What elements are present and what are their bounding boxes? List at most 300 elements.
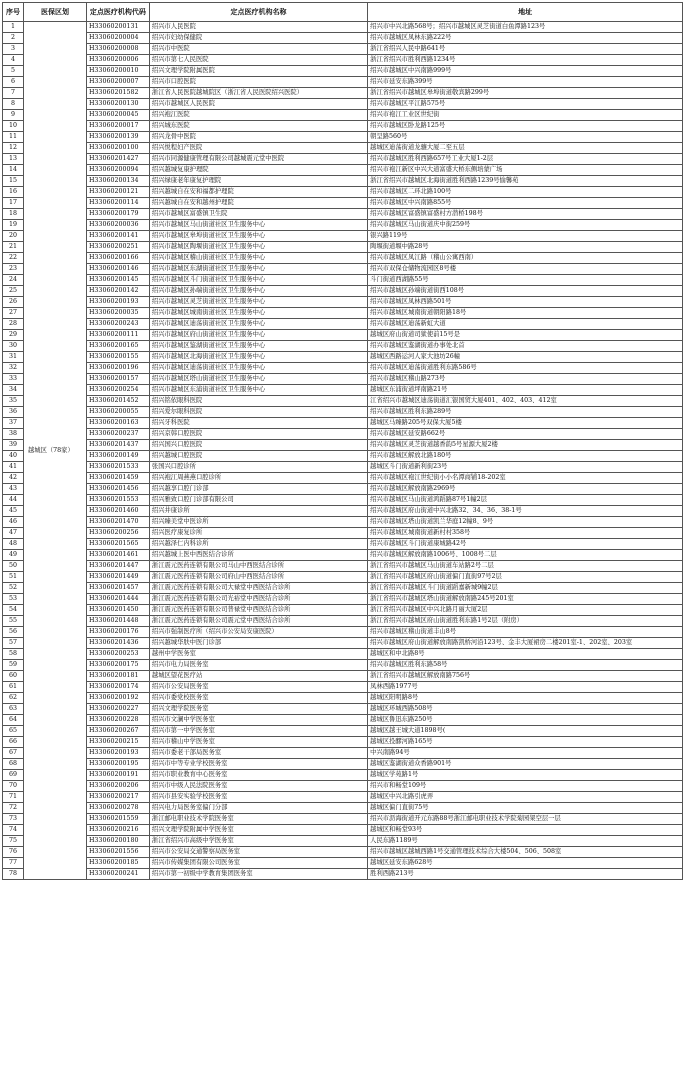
name-cell: 绍兴爱尔眼科医院 xyxy=(149,407,367,418)
header-serial: 序号 xyxy=(3,3,24,22)
address-cell: 浙江省绍兴市胜利西路1234号 xyxy=(368,55,683,66)
name-cell: 绍兴市越城区皋埠街道社区卫生服务中心 xyxy=(149,231,367,242)
serial-number-cell: 38 xyxy=(3,429,24,440)
name-cell: 浙江震元医药连锁有限公司马山中西医结合诊所 xyxy=(149,561,367,572)
table-row xyxy=(3,440,683,451)
header-row xyxy=(3,3,683,22)
table-row xyxy=(3,275,683,286)
table-row xyxy=(3,187,683,198)
table-row xyxy=(3,704,683,715)
serial-number-cell: 24 xyxy=(3,275,24,286)
code-cell: H33060201459 xyxy=(86,473,149,484)
name-cell: 绍兴越城自在安和福都护理院 xyxy=(149,187,367,198)
table-row xyxy=(3,781,683,792)
address-cell: 绍兴市越城区迪荡新虹大道 xyxy=(368,319,683,330)
code-cell: H33060201448 xyxy=(86,616,149,627)
serial-number-cell: 61 xyxy=(3,682,24,693)
code-cell: H33060201565 xyxy=(86,539,149,550)
table-row xyxy=(3,858,683,869)
name-cell: 绍兴文理学院附属医院 xyxy=(149,66,367,77)
address-cell: 浙江省绍兴市越城区解放南路756号 xyxy=(368,671,683,682)
table-row xyxy=(3,55,683,66)
name-cell: 绍兴市越城区稽山街道社区卫生服务中心 xyxy=(149,253,367,264)
serial-number-cell: 64 xyxy=(3,715,24,726)
table-row xyxy=(3,792,683,803)
name-cell: 绍兴市越城区府山街道社区卫生服务中心 xyxy=(149,330,367,341)
table-row xyxy=(3,99,683,110)
name-cell: 绍兴市越城区塔山街道社区卫生服务中心 xyxy=(149,374,367,385)
name-cell: 绍兴京韩口腔医院 xyxy=(149,429,367,440)
table-row xyxy=(3,605,683,616)
name-cell: 张国兴口腔诊所 xyxy=(149,462,367,473)
name-cell: 绍兴越城自在安和越州护理院 xyxy=(149,198,367,209)
serial-number-cell: 30 xyxy=(3,341,24,352)
table-row xyxy=(3,286,683,297)
code-cell: H33060201582 xyxy=(86,88,149,99)
table-row xyxy=(3,693,683,704)
address-cell: 浙江省绍兴市越城区斗门街道蹈嘉新城9幢2层 xyxy=(368,583,683,594)
address-cell: 越城区和中北路8号 xyxy=(368,649,683,660)
table-row xyxy=(3,627,683,638)
address-cell: 绍兴市延安东路399号 xyxy=(368,77,683,88)
name-cell: 绍兴市越城区迪荡街道社区卫生服务中心 xyxy=(149,363,367,374)
address-cell: 浙江省绍兴人民中路641号 xyxy=(368,44,683,55)
address-cell: 浙江省绍兴市越城区府山街道胜利东路1号2层（附房） xyxy=(368,616,683,627)
serial-number-cell: 46 xyxy=(3,517,24,528)
code-cell: H33060200017 xyxy=(86,121,149,132)
serial-number-cell: 32 xyxy=(3,363,24,374)
serial-number-cell: 42 xyxy=(3,473,24,484)
name-cell: 绍兴悦程妇产医院 xyxy=(149,143,367,154)
code-cell: H33060200256 xyxy=(86,528,149,539)
address-cell: 人民东路1189号 xyxy=(368,836,683,847)
code-cell: H33060200193 xyxy=(86,297,149,308)
name-cell: 绍兴袍江医院 xyxy=(149,110,367,121)
address-cell: 绍兴市越城区稽山路273号 xyxy=(368,374,683,385)
name-cell: 绍兴市越城区灵芝街道社区卫生服务中心 xyxy=(149,297,367,308)
name-cell: 绍兴电力局医务室偏门分部 xyxy=(149,803,367,814)
table-row xyxy=(3,429,683,440)
serial-number-cell: 72 xyxy=(3,803,24,814)
name-cell: 浙江震元医药连锁有限公司光裕堂中西医结合诊所 xyxy=(149,594,367,605)
code-cell: H33060200196 xyxy=(86,363,149,374)
serial-number-cell: 57 xyxy=(3,638,24,649)
code-cell: H33060200228 xyxy=(86,715,149,726)
code-cell: H33060200131 xyxy=(86,22,149,33)
code-cell: H33060200176 xyxy=(86,627,149,638)
address-cell: 中兴南路94号 xyxy=(368,748,683,759)
table-row xyxy=(3,121,683,132)
serial-number-cell: 15 xyxy=(3,176,24,187)
address-cell: 绍兴市越城区灵芝街道越香韵5号星源大厦2楼 xyxy=(368,440,683,451)
name-cell: 绍兴市中级人民法院医务室 xyxy=(149,781,367,792)
address-cell: 绍兴市双保仓储物流园区8号楼 xyxy=(368,264,683,275)
table-row xyxy=(3,528,683,539)
name-cell: 绍兴市越城区人民医院 xyxy=(149,99,367,110)
table-header xyxy=(3,3,683,22)
serial-number-cell: 70 xyxy=(3,781,24,792)
address-cell: 绍兴市越城区二环北路100号 xyxy=(368,187,683,198)
code-cell: H33060200055 xyxy=(86,407,149,418)
table-row xyxy=(3,77,683,88)
address-cell: 绍兴市越城区中兴南路999号 xyxy=(368,66,683,77)
address-cell: 绍兴市越城区中兴南路855号 xyxy=(368,198,683,209)
serial-number-cell: 40 xyxy=(3,451,24,462)
serial-number-cell: 36 xyxy=(3,407,24,418)
table-row xyxy=(3,253,683,264)
table-row xyxy=(3,495,683,506)
serial-number-cell: 4 xyxy=(3,55,24,66)
serial-number-cell: 60 xyxy=(3,671,24,682)
table-row xyxy=(3,33,683,44)
address-cell: 绍兴市中兴北路568号；绍兴市越城区灵芝街道白鱼潭路123号 xyxy=(368,22,683,33)
code-cell: H33060201437 xyxy=(86,440,149,451)
name-cell: 绍兴臻美堂中医诊所 xyxy=(149,517,367,528)
name-cell: 绍兴文理学院附属中学医务室 xyxy=(149,825,367,836)
serial-number-cell: 17 xyxy=(3,198,24,209)
name-cell: 绍兴越城复康护理院 xyxy=(149,165,367,176)
serial-number-cell: 68 xyxy=(3,759,24,770)
address-cell: 越城区学苑路1号 xyxy=(368,770,683,781)
address-cell: 绍兴市越城区府山街道中兴北路32、34、36、38-1号 xyxy=(368,506,683,517)
name-cell: 绍兴市中等专业学校医务室 xyxy=(149,759,367,770)
name-cell: 绍兴市第七人民医院 xyxy=(149,55,367,66)
serial-number-cell: 28 xyxy=(3,319,24,330)
address-cell: 绍兴市越城区越城西路1号交通管理技术综合大楼504、506、508室 xyxy=(368,847,683,858)
code-cell: H33060201470 xyxy=(86,517,149,528)
name-cell: 绍兴市越城区马山街道社区卫生服务中心 xyxy=(149,220,367,231)
serial-number-cell: 25 xyxy=(3,286,24,297)
address-cell: 越城区阳明路8号 xyxy=(368,693,683,704)
table-row xyxy=(3,407,683,418)
serial-number-cell: 55 xyxy=(3,616,24,627)
address-cell: 越城区府山街道司狱使前15号是 xyxy=(368,330,683,341)
table-row xyxy=(3,737,683,748)
address-cell: 绍兴市越城区孙端街道街西108号 xyxy=(368,286,683,297)
code-cell: H33060200008 xyxy=(86,44,149,55)
name-cell: 绍兴市县安实验学校医务室 xyxy=(149,792,367,803)
serial-number-cell: 51 xyxy=(3,572,24,583)
address-cell: 绍兴市越城区延安路662号 xyxy=(368,429,683,440)
header-name: 定点医疗机构名称 xyxy=(149,3,367,22)
table-row xyxy=(3,715,683,726)
code-cell: H33060200139 xyxy=(86,132,149,143)
table-row xyxy=(3,836,683,847)
serial-number-cell: 41 xyxy=(3,462,24,473)
code-cell: H33060200185 xyxy=(86,858,149,869)
serial-number-cell: 27 xyxy=(3,308,24,319)
code-cell: H33060200157 xyxy=(86,374,149,385)
name-cell: 绍兴井康诊所 xyxy=(149,506,367,517)
serial-number-cell: 48 xyxy=(3,539,24,550)
address-cell: 绍兴市越城区迪荡街道胜利东路586号 xyxy=(368,363,683,374)
table-row xyxy=(3,44,683,55)
address-cell: 越城区偏门直街75号 xyxy=(368,803,683,814)
address-cell: 绍兴市越城区城南街道朝阳路18号 xyxy=(368,308,683,319)
name-cell: 绍兴医疗康复诊所 xyxy=(149,528,367,539)
serial-number-cell: 49 xyxy=(3,550,24,561)
name-cell: 绍兴市第一初级中学教育集团医务室 xyxy=(149,869,367,880)
serial-number-cell: 2 xyxy=(3,33,24,44)
name-cell: 绍兴市强制医疗所（绍兴市公安局安康医院） xyxy=(149,627,367,638)
table-row xyxy=(3,572,683,583)
serial-number-cell: 6 xyxy=(3,77,24,88)
serial-number-cell: 62 xyxy=(3,693,24,704)
serial-number-cell: 16 xyxy=(3,187,24,198)
table-row xyxy=(3,473,683,484)
table-row xyxy=(3,517,683,528)
address-cell: 越城区迪荡街道龙骧大厦二至五层 xyxy=(368,143,683,154)
name-cell: 绍兴市越城区东浦街道社区卫生服务中心 xyxy=(149,385,367,396)
serial-number-cell: 56 xyxy=(3,627,24,638)
serial-number-cell: 71 xyxy=(3,792,24,803)
serial-number-cell: 13 xyxy=(3,154,24,165)
code-cell: H33060200227 xyxy=(86,704,149,715)
serial-number-cell: 9 xyxy=(3,110,24,121)
name-cell: 绍兴市越城区迪荡街道社区卫生服务中心 xyxy=(149,319,367,330)
serial-number-cell: 53 xyxy=(3,594,24,605)
name-cell: 绍兴文理学院医务室 xyxy=(149,704,367,715)
table-row xyxy=(3,352,683,363)
address-cell: 绍兴市越城区塔山街道凯兰华庭12幢8、9号 xyxy=(368,517,683,528)
address-cell: 绍兴市越城区凤江路（稽山公寓西南） xyxy=(368,253,683,264)
address-cell: 越城区投醪河路165号 xyxy=(368,737,683,748)
table-row xyxy=(3,22,683,33)
name-cell: 绍兴越泽仁内科诊所 xyxy=(149,539,367,550)
table-row xyxy=(3,770,683,781)
code-cell: H33060200237 xyxy=(86,429,149,440)
name-cell: 浙江震元医药连锁有限公司府山中西医结合诊所 xyxy=(149,572,367,583)
code-cell: H33060201444 xyxy=(86,594,149,605)
serial-number-cell: 54 xyxy=(3,605,24,616)
serial-number-cell: 77 xyxy=(3,858,24,869)
code-cell: H33060200243 xyxy=(86,319,149,330)
address-cell: 绍兴市越城区稽山街道丰山8号 xyxy=(368,627,683,638)
name-cell: 绍兴市电力局医务室 xyxy=(149,660,367,671)
table-row xyxy=(3,363,683,374)
table-row xyxy=(3,550,683,561)
table-row xyxy=(3,308,683,319)
code-cell: H33060200004 xyxy=(86,33,149,44)
serial-number-cell: 75 xyxy=(3,836,24,847)
code-cell: H33060201452 xyxy=(86,396,149,407)
address-cell: 绍兴市袍江工业区世纪街 xyxy=(368,110,683,121)
name-cell: 浙江震元医药连锁有限公司普禄堂中西医结合诊所 xyxy=(149,605,367,616)
name-cell: 绍兴市公安局交通警察局医务室 xyxy=(149,847,367,858)
serial-number-cell: 35 xyxy=(3,396,24,407)
table-row xyxy=(3,506,683,517)
serial-number-cell: 37 xyxy=(3,418,24,429)
table-row xyxy=(3,583,683,594)
serial-number-cell: 7 xyxy=(3,88,24,99)
address-cell: 斗门街道西湖路55号 xyxy=(368,275,683,286)
code-cell: H33060200146 xyxy=(86,264,149,275)
table-row xyxy=(3,264,683,275)
serial-number-cell: 74 xyxy=(3,825,24,836)
address-cell: 银兴路119号 xyxy=(368,231,683,242)
code-cell: H33060201553 xyxy=(86,495,149,506)
address-cell: 浙江省绍兴市越城区北海街道胜利西路1239号愉馨苑 xyxy=(368,176,683,187)
name-cell: 绍兴市委老干部局医务室 xyxy=(149,748,367,759)
serial-number-cell: 33 xyxy=(3,374,24,385)
name-cell: 绍兴市口腔医院 xyxy=(149,77,367,88)
table-row xyxy=(3,374,683,385)
code-cell: H33060201456 xyxy=(86,484,149,495)
code-cell: H33060200278 xyxy=(86,803,149,814)
code-cell: H33060200217 xyxy=(86,792,149,803)
code-cell: H33060200094 xyxy=(86,165,149,176)
address-cell: 绍兴市越城区平江路575号 xyxy=(368,99,683,110)
code-cell: H33060200166 xyxy=(86,253,149,264)
code-cell: H33060200175 xyxy=(86,660,149,671)
name-cell: 绍兴市越城区东湖街道社区卫生服务中心 xyxy=(149,264,367,275)
name-cell: 绍兴龙骨中医院 xyxy=(149,132,367,143)
code-cell: H33060200114 xyxy=(86,198,149,209)
table-row xyxy=(3,539,683,550)
table-row xyxy=(3,220,683,231)
institution-table xyxy=(2,2,683,880)
serial-number-cell: 39 xyxy=(3,440,24,451)
name-cell: 浙江省人民医院越城院区（浙江省人民医院绍兴医院） xyxy=(149,88,367,99)
address-cell: 越城区环城西路508号 xyxy=(368,704,683,715)
code-cell: H33060200206 xyxy=(86,781,149,792)
serial-number-cell: 47 xyxy=(3,528,24,539)
serial-number-cell: 73 xyxy=(3,814,24,825)
code-cell: H33060200036 xyxy=(86,220,149,231)
code-cell: H33060200174 xyxy=(86,682,149,693)
name-cell: 越州中学医务室 xyxy=(149,649,367,660)
address-cell: 绍兴市和畅堂109号 xyxy=(368,781,683,792)
address-cell: 浙江省绍兴市越城区皋埠街道敬宾路299号 xyxy=(368,88,683,99)
address-cell: 浙江省绍兴市越城区塔山街道解放南路245号201室 xyxy=(368,594,683,605)
code-cell: H33060200045 xyxy=(86,110,149,121)
code-cell: H33060201450 xyxy=(86,605,149,616)
name-cell: 绍兴雅致口腔门诊部有限公司 xyxy=(149,495,367,506)
code-cell: H33060200241 xyxy=(86,869,149,880)
name-cell: 绍兴市文澜中学医务室 xyxy=(149,715,367,726)
address-cell: 越城区中兴北路引虎弄 xyxy=(368,792,683,803)
code-cell: H33060200179 xyxy=(86,209,149,220)
district-cell: 越城区（78家） xyxy=(23,22,86,880)
name-cell: 绍兴越城上医中西医结合诊所 xyxy=(149,550,367,561)
name-cell: 绍兴市越城区斗门街道社区卫生服务中心 xyxy=(149,275,367,286)
serial-number-cell: 76 xyxy=(3,847,24,858)
name-cell: 绍兴市公安局医务室 xyxy=(149,682,367,693)
table-row xyxy=(3,319,683,330)
address-cell: 朝呈路560号 xyxy=(368,132,683,143)
name-cell: 浙江震元医药连锁有限公司大禄堂中西医结合诊所 xyxy=(149,583,367,594)
code-cell: H33060200006 xyxy=(86,55,149,66)
serial-number-cell: 20 xyxy=(3,231,24,242)
table-row xyxy=(3,759,683,770)
address-cell: 浙江省绍兴市越城区中兴北路月丽大厦2层 xyxy=(368,605,683,616)
code-cell: H33060200163 xyxy=(86,418,149,429)
table-row xyxy=(3,814,683,825)
address-cell: 越城区鉴湖街道众香路901号 xyxy=(368,759,683,770)
name-cell: 绍兴袍江周燕燕口腔诊所 xyxy=(149,473,367,484)
table-row xyxy=(3,66,683,77)
address-cell: 绍兴市越城区凤林东路222号 xyxy=(368,33,683,44)
code-cell: H33060200130 xyxy=(86,99,149,110)
code-cell: H33060200111 xyxy=(86,330,149,341)
table-row xyxy=(3,165,683,176)
table-row xyxy=(3,671,683,682)
table-row xyxy=(3,726,683,737)
name-cell: 越城区望花医疗站 xyxy=(149,671,367,682)
address-cell: 绍兴市越城区鉴湖街道办事处北首 xyxy=(368,341,683,352)
serial-number-cell: 14 xyxy=(3,165,24,176)
name-cell: 绍兴市第一中学医务室 xyxy=(149,726,367,737)
name-cell: 绍兴越城华肤中医门诊部 xyxy=(149,638,367,649)
serial-number-cell: 19 xyxy=(3,220,24,231)
table-row xyxy=(3,682,683,693)
code-cell: H33060200010 xyxy=(86,66,149,77)
address-cell: 绍兴市越城区马山街道庆中街259号 xyxy=(368,220,683,231)
name-cell: 浙江邮电职业技术学院医务室 xyxy=(149,814,367,825)
code-cell: H33060200192 xyxy=(86,693,149,704)
name-cell: 绍兴市越城区城南街道社区卫生服务中心 xyxy=(149,308,367,319)
table-row xyxy=(3,418,683,429)
table-row xyxy=(3,209,683,220)
code-cell: H33060200215 xyxy=(86,737,149,748)
name-cell: 绍兴城东医院 xyxy=(149,121,367,132)
code-cell: H33060200253 xyxy=(86,649,149,660)
name-cell: 绍兴越城口腔医院 xyxy=(149,451,367,462)
table-row xyxy=(3,649,683,660)
name-cell: 浙江省绍兴市高级中学医务室 xyxy=(149,836,367,847)
address-cell: 越城区和畅堂93号 xyxy=(368,825,683,836)
code-cell: H33060200100 xyxy=(86,143,149,154)
address-cell: 绍兴市越城区城南街道新村村358号 xyxy=(368,528,683,539)
serial-number-cell: 50 xyxy=(3,561,24,572)
table-row xyxy=(3,594,683,605)
address-cell: 绍兴市越城区富盛镇富盛村方潜桥198号 xyxy=(368,209,683,220)
table-row xyxy=(3,638,683,649)
table-row xyxy=(3,341,683,352)
serial-number-cell: 10 xyxy=(3,121,24,132)
header-district: 医保区划 xyxy=(23,3,86,22)
serial-number-cell: 21 xyxy=(3,242,24,253)
address-cell: 浙江省绍兴市越城区府山街道偏门直街97号2层 xyxy=(368,572,683,583)
code-cell: H33060201449 xyxy=(86,572,149,583)
address-cell: 绍兴市越城区解放南路1006号、1008号二层 xyxy=(368,550,683,561)
name-cell: 绍兴牙科医院 xyxy=(149,418,367,429)
name-cell: 绍兴市妇幼保健院 xyxy=(149,33,367,44)
serial-number-cell: 66 xyxy=(3,737,24,748)
code-cell: H33060200180 xyxy=(86,836,149,847)
table-row xyxy=(3,385,683,396)
code-cell: H33060200007 xyxy=(86,77,149,88)
address-cell: 绍兴市越城区解放南路2969号 xyxy=(368,484,683,495)
table-row xyxy=(3,143,683,154)
address-cell: 绍兴市越城区斗门街道康城路42号 xyxy=(368,539,683,550)
table-row xyxy=(3,176,683,187)
table-row xyxy=(3,484,683,495)
table-row xyxy=(3,660,683,671)
serial-number-cell: 59 xyxy=(3,660,24,671)
header-code: 定点医疗机构代码 xyxy=(86,3,149,22)
name-cell: 绍兴市越城区北海街道社区卫生服务中心 xyxy=(149,352,367,363)
address-cell: 绍兴市越城区马山街道鸿蹈路87号1幢2层 xyxy=(368,495,683,506)
serial-number-cell: 3 xyxy=(3,44,24,55)
table-row xyxy=(3,869,683,880)
address-cell: 陶堰街道堰中路28号 xyxy=(368,242,683,253)
code-cell: H33060201447 xyxy=(86,561,149,572)
name-cell: 浙江震元医药连锁有限公司震元堂中西医结合诊所 xyxy=(149,616,367,627)
document-page xyxy=(2,2,683,880)
name-cell: 绍兴铭依眼科医院 xyxy=(149,396,367,407)
table-row xyxy=(3,132,683,143)
